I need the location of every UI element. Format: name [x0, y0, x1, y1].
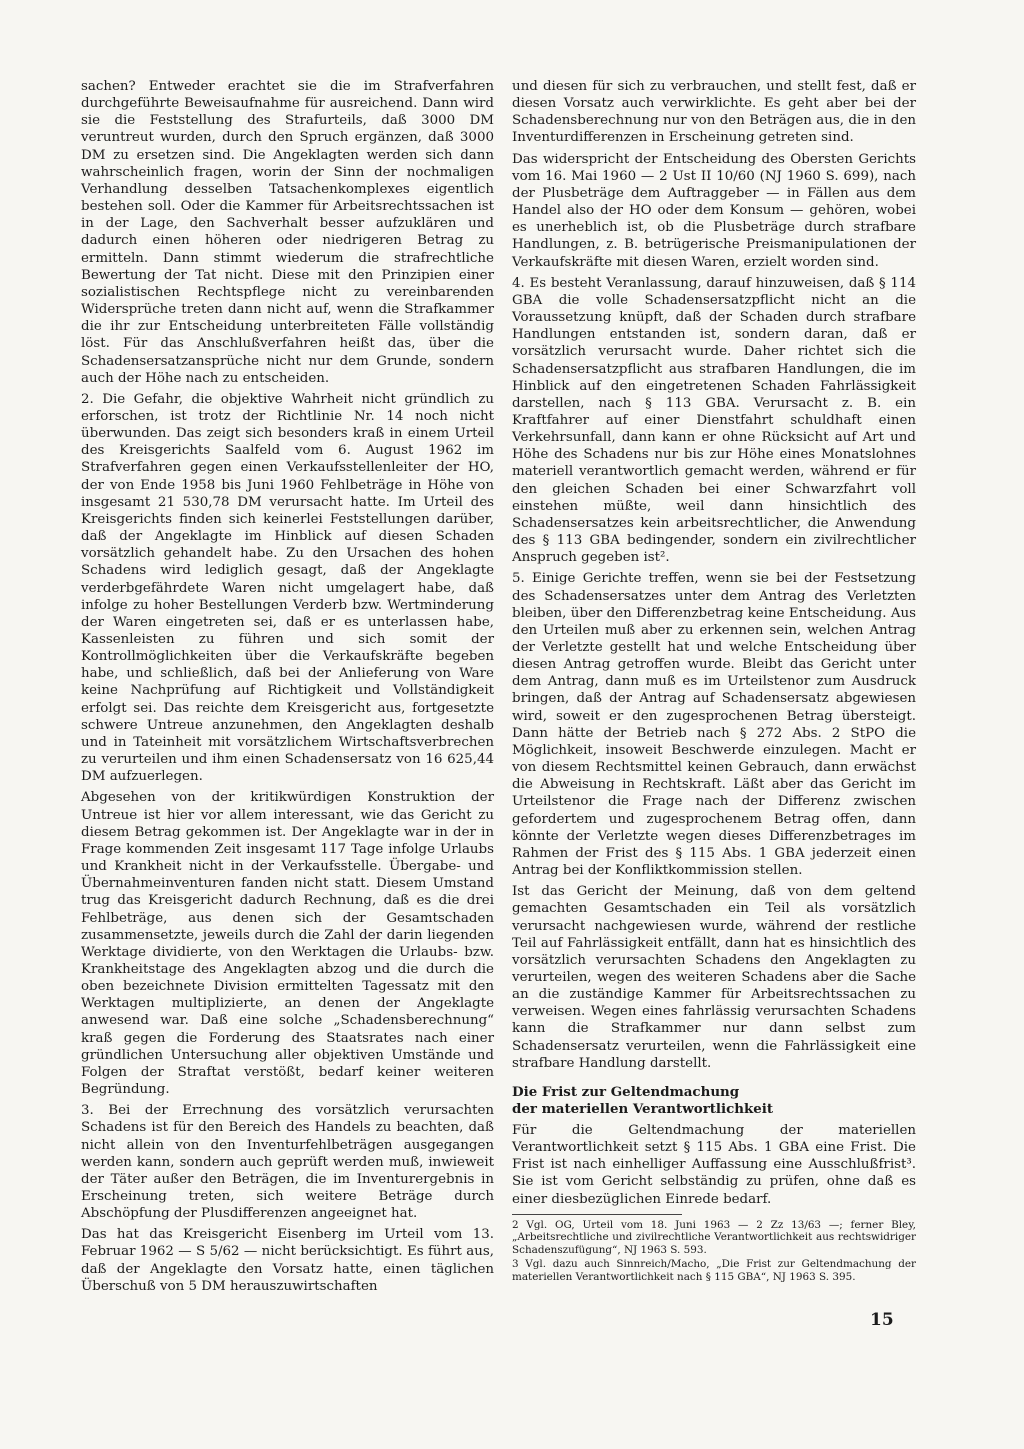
paragraph: Das hat das Kreisgericht Eisenberg im Urteil vom 13. Februar 1962 — S 5/62 — nicht berücksichtigt. Es führt aus, daß der Angeklagte den Vorsatz hatte, einen täglichen Überschuß von 5 DM herauszuwirtschaften: [81, 1227, 494, 1294]
paragraph: Für die Geltendmachung der materiellen Verantwortlichkeit setzt § 115 Abs. 1 GBA eine Frist. Die Frist ist nach einhelliger Auffassung eine Ausschlußfrist³. Sie ist vom Gericht selbständig zu prüfen, ohne daß es einer diesbezüglichen Einrede bedarf.: [512, 1122, 916, 1207]
footnote: 3 Vgl. dazu auch Sinnreich/Macho, „Die Frist zur Geltendmachung der materiellen Verantwortlichkeit nach § 115 GBA“, NJ 1963 S. 395.: [512, 1258, 916, 1284]
paragraph: Das widerspricht der Entscheidung des Obersten Gerichts vom 16. Mai 1960 — 2 Ust II 10/60 (NJ 1960 S. 699), nach der Plusbeträge dem Auftraggeber — in Fällen aus dem Handel also der HO oder dem Konsum — gehören, wobei es unerheblich ist, ob die Plusbeträge durch strafbare Handlungen, z. B. betrügerische Preismanipulationen der Verkaufskräfte mit diesen Waren, erzielt worden sind.: [512, 151, 916, 270]
paragraph: sachen? Entweder erachtet sie die im Strafverfahren durchgeführte Beweisaufnahme für ausreichend. Dann wird sie die Feststellung des Strafurteils, daß 3000 DM veruntreut wurden, durch den Spruch ergänzen, daß 3000 DM zu ersetzen sind. Die Angeklagten werden sich dann wahrscheinlich fragen, worin der Sinn der nochmaligen Verhandlung desselben Tatsachenkomplexes eigentlich bestehen soll. Oder die Kammer für Arbeitsrechtssachen ist in der Lage, den Sachverhalt besser aufzuklären und dadurch einen höheren oder niedrigeren Betrag zu ermitteln. Dann stimmt wiederum die strafrechtliche Bewertung der Tat nicht. Diese mit den Prinzipien einer sozialistischen Rechtspflege nicht zu vereinbarenden Widersprüche treten dann nicht auf, wenn die Strafkammer die ihr zur Entscheidung unterbreiteten Fälle vollständig löst. Für das Anschlußverfahren heißt das, über die Schadensersatzansprüche nicht nur dem Grunde, sondern auch der Höhe nach zu entscheiden.: [81, 79, 494, 386]
section-heading-line: der materiellen Verantwortlichkeit: [512, 1100, 774, 1117]
footnote: 2 Vgl. OG, Urteil vom 18. Juni 1963 — 2 Zz 13/63 —; ferner Bley, „Arbeitsrechtliche und zivilrechtliche Verantwortlichkeit aus rechtswidriger Schadenszufügung“, NJ 1963 S. 593.: [512, 1218, 916, 1256]
right-column: [512, 78, 916, 1286]
page-number: 15: [870, 1310, 894, 1330]
paragraph: 5. Einige Gerichte treffen, wenn sie bei der Festsetzung des Schadensersatzes unter dem Antrag des Verletzten bleiben, über den Differenzbetrag keine Entscheidung. Aus den Urteilen muß aber zu erkennen sein, welchen Antrag der Verletzte gestellt hat und welche Entscheidung über diesen Antrag getroffen wurde. Bleibt das Gericht unter dem Antrag, dann muß es im Urteilstenor zum Ausdruck bringen, daß der Antrag auf Schadensersatz abgewiesen wird, soweit er den zugesprochenen Betrag übersteigt. Dann hätte der Betrieb nach § 272 Abs. 2 StPO die Möglichkeit, insoweit Beschwerde einzulegen. Macht er von diesem Rechtsmittel keinen Gebrauch, dann erwächst die Abweisung in Rechtskraft. Läßt aber das Gericht im Urteilstenor die Frage nach der Differenz zwischen gefordertem und zugesprochenem Betrag offen, dann könnte der Verletzte wegen dieses Differenzbetrages im Rahmen der Frist des § 115 Abs. 1 GBA jederzeit einen Antrag bei der Konfliktkommission stellen.: [512, 571, 916, 879]
paragraph: Ist das Gericht der Meinung, daß von dem geltend gemachten Gesamtschaden ein Teil als vorsätzlich verursacht nachgewiesen wurde, während der restliche Teil auf Fahrlässigkeit entfällt, dann hat es hinsichtlich des vorsätzlich verursachten Schadens den Angeklagten zu verurteilen, wegen des weiteren Schadens aber die Sache an die zuständige Kammer für Arbeitsrechtssachen zu verweisen. Wegen eines fahrlässig verursachten Schadens kann die Strafkammer nur dann selbst zum Schadensersatz verurteilen, wenn die Fahrlässigkeit eine strafbare Handlung darstellt.: [512, 884, 916, 1071]
paragraph: und diesen für sich zu verbrauchen, und stellt fest, daß er diesen Vorsatz auch verwirklichte. Es geht aber bei der Schadensberechnung nur von den Beträgen aus, die in den Inventurdifferenzen in Erscheinung getreten sind.: [512, 79, 916, 146]
paragraph: 2. Die Gefahr, die objektive Wahrheit nicht gründlich zu erforschen, ist trotz der Richtlinie Nr. 14 noch nicht überwunden. Das zeigt sich besonders kraß in einem Urteil des Kreisgerichts Saalfeld vom 6. August 1962 im Strafverfahren gegen einen Verkaufsstellenleiter der HO, der von Ende 1958 bis Juni 1960 Fehlbeträge in Höhe von insgesamt 21 530,78 DM verursacht hatte. Im Urteil des Kreisgerichts finden sich keinerlei Feststellungen darüber, daß der Angeklagte im Hinblick auf diesen Schaden vorsätzlich gehandelt habe. Zu den Ursachen des hohen Schadens wird lediglich gesagt, daß der Angeklagte verderbgefährdete Waren nicht umgelagert habe, daß infolge zu hoher Bestellungen Verderb bzw. Wertminderung der Waren eingetreten sei, daß er es unterlassen habe, Kassenleisten zu führen und sich somit der Kontrollmöglichkeiten über die Verkaufskräfte begeben habe, und schließlich, daß bei der Anlieferung von Ware keine Nachprüfung auf Richtigkeit und Vollständigkeit erfolgt sei. Das reichte dem Kreisgericht aus, fortgesetzte schwere Untreue anzunehmen, den Angeklagten deshalb und in Tateinheit mit vorsätzlichem Wirtschaftsverbrechen zu verurteilen und ihm einen Schadensersatz von 16 625,44 DM aufzuerlegen.: [81, 391, 494, 785]
paragraph: Abgesehen von der kritikwürdigen Konstruktion der Untreue ist hier vor allem interessant, wie das Gericht zu diesem Betrag gekommen ist. Der Angeklagte war in der in Frage kommenden Zeit insgesamt 117 Tage infolge Urlaubs und Krankheit nicht in der Verkaufsstelle. Übergabe- und Übernahmeinventuren fanden nicht statt. Diesem Umstand trug das Kreisgericht dadurch Rechnung, daß es die drei Fehlbeträge, aus denen sich der Gesamtschaden zusammensetzte, jeweils durch die Zahl der darin liegenden Werktage dividierte, von den Werktagen die Urlaubs- bzw. Krankheitstage des Angeklagten abzog und die durch die oben bezeichnete Division ermittelten Tagessatz mit den Werktagen multiplizierte, an denen der Angeklagte anwesend war. Daß eine solche „Schadensberechnung“ kraß gegen die Forderung des Staatsrates nach einer gründlichen Untersuchung aller objektiven Umstände und Folgen der Straftat verstößt, bedarf keiner weiteren Begründung.: [81, 790, 494, 1098]
footnote-divider: [512, 1214, 682, 1215]
section-heading-line: Die Frist zur Geltendmachung: [512, 1083, 740, 1100]
paragraph: 4. Es besteht Veranlassung, darauf hinzuweisen, daß § 114 GBA die volle Schadensersatzpflicht nicht an die Voraussetzung knüpft, daß der Schaden durch strafbare Handlungen entstanden ist, sondern daran, daß er vorsätzlich verursacht wurde. Daher richtet sich die Schadensersatzpflicht aus strafbaren Handlungen, die im Hinblick auf den eingetretenen Schaden Fahrlässigkeit darstellen, nach § 113 GBA. Verursacht z. B. ein Kraftfahrer auf einer Dienstfahrt schuldhaft einen Verkehrsunfall, dann kann er ohne Rücksicht auf Art und Höhe des Schadens nur bis zur Höhe eines Monatslohnes materiell verantwortlich gemacht werden, während er für den gleichen Schaden bei einer Schwarzfahrt voll einstehen müßte, weil dann hinsichtlich des Schadensersatzes kein arbeitsrechtlicher, die Anwendung des § 113 GBA bedingender, sondern ein zivilrechtlicher Anspruch gegeben ist².: [512, 275, 916, 566]
left-column: [81, 78, 494, 1299]
footnotes: [512, 1219, 916, 1284]
paragraph: 3. Bei der Errechnung des vorsätzlich verursachten Schadens ist für den Bereich des Handels zu beachten, daß nicht allein von den Inventurfehlbeträgen ausgegangen werden kann, sondern auch geprüft werden muß, inwieweit der Täter außer den Beträgen, die im Inventurergebnis in Erscheinung treten, sich weitere Beträge durch Abschöpfung der Plusdifferenzen angeeignet hat.: [81, 1103, 494, 1222]
section-heading: [512, 1084, 916, 1118]
